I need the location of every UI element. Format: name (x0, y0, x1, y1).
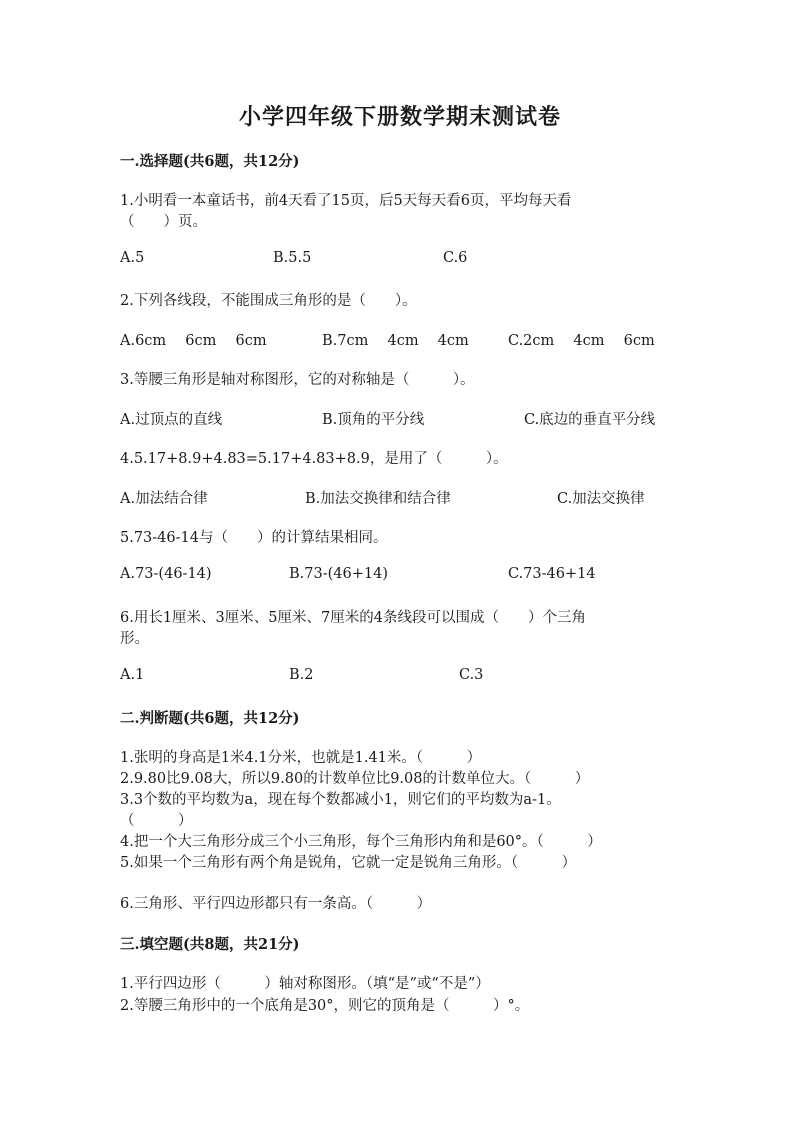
question-text: 4.5.17+8.9+4.83=5.17+4.83+8.9，是用了（ ）。 (120, 451, 508, 467)
question-text: 6.用长1厘米、3厘米、5厘米、7厘米的4条线段可以围成（ ）个三角 (120, 610, 586, 626)
question-text: 3.3个数的平均数为a，现在每个数都减小1，则它们的平均数为a-1。 (120, 792, 561, 808)
question-text: 1.小明看一本童话书，前4天看了15页，后5天每天看6页，平均每天看 (120, 193, 572, 209)
option-c: C.73-46+14 (508, 566, 596, 582)
question-text: 6.三角形、平行四边形都只有一条高。（ ） (120, 896, 432, 912)
question-text: 1.张明的身高是1米4.1分米，也就是1.41米。（ ） (120, 750, 482, 766)
question-text: 形。 (120, 631, 149, 647)
question-text: 2.等腰三角形中的一个底角是30°，则它的顶角是（ ）°。 (120, 998, 530, 1014)
option-a: A.5 (120, 250, 145, 266)
question-text: （ ） (120, 813, 193, 829)
option-b: B.顶角的平分线 (322, 412, 425, 428)
section-heading-fill: 三.填空题(共8题，共21分) (120, 936, 300, 953)
question-text: 3.等腰三角形是轴对称图形，它的对称轴是（ ）。 (120, 372, 475, 388)
option-a: A.6cm 6cm 6cm (120, 333, 267, 349)
option-a: A.73-(46-14) (120, 566, 212, 582)
option-c: C.2cm 4cm 6cm (508, 333, 655, 349)
option-a: A.过顶点的直线 (120, 412, 223, 428)
question-text: 4.把一个大三角形分成三个小三角形，每个三角形内角和是60°。（ ） (120, 834, 602, 850)
question-text: （ ）页。 (120, 214, 207, 230)
option-b: B.73-(46+14) (289, 566, 388, 582)
option-a: A.1 (120, 667, 145, 683)
page-title: 小学四年级下册数学期末测试卷 (238, 104, 561, 130)
question-text: 5.如果一个三角形有两个角是锐角，它就一定是锐角三角形。（ ） (120, 855, 577, 871)
question-text: 2.9.80比9.08大，所以9.80的计数单位比9.08的计数单位大。（ ） (120, 771, 590, 787)
option-a: A.加法结合律 (120, 491, 208, 507)
option-b: B.7cm 4cm 4cm (322, 333, 469, 349)
option-c: C.加法交换律 (557, 491, 645, 507)
option-b: B.2 (289, 667, 314, 683)
question-text: 2.下列各线段，不能围成三角形的是（ ）。 (120, 293, 417, 309)
option-c: C.6 (443, 250, 468, 266)
question-text: 5.73-46-14与（ ）的计算结果相同。 (120, 530, 388, 546)
option-b: B.加法交换律和结合律 (305, 491, 451, 507)
option-c: C.3 (459, 667, 484, 683)
question-text: 1.平行四边形（ ）轴对称图形。（填“是”或“不是”） (120, 976, 490, 992)
section-heading-choice: 一.选择题(共6题，共12分) (120, 153, 300, 170)
option-c: C.底边的垂直平分线 (524, 412, 656, 428)
section-heading-judge: 二.判断题(共6题，共12分) (120, 710, 300, 727)
option-b: B.5.5 (273, 250, 312, 266)
